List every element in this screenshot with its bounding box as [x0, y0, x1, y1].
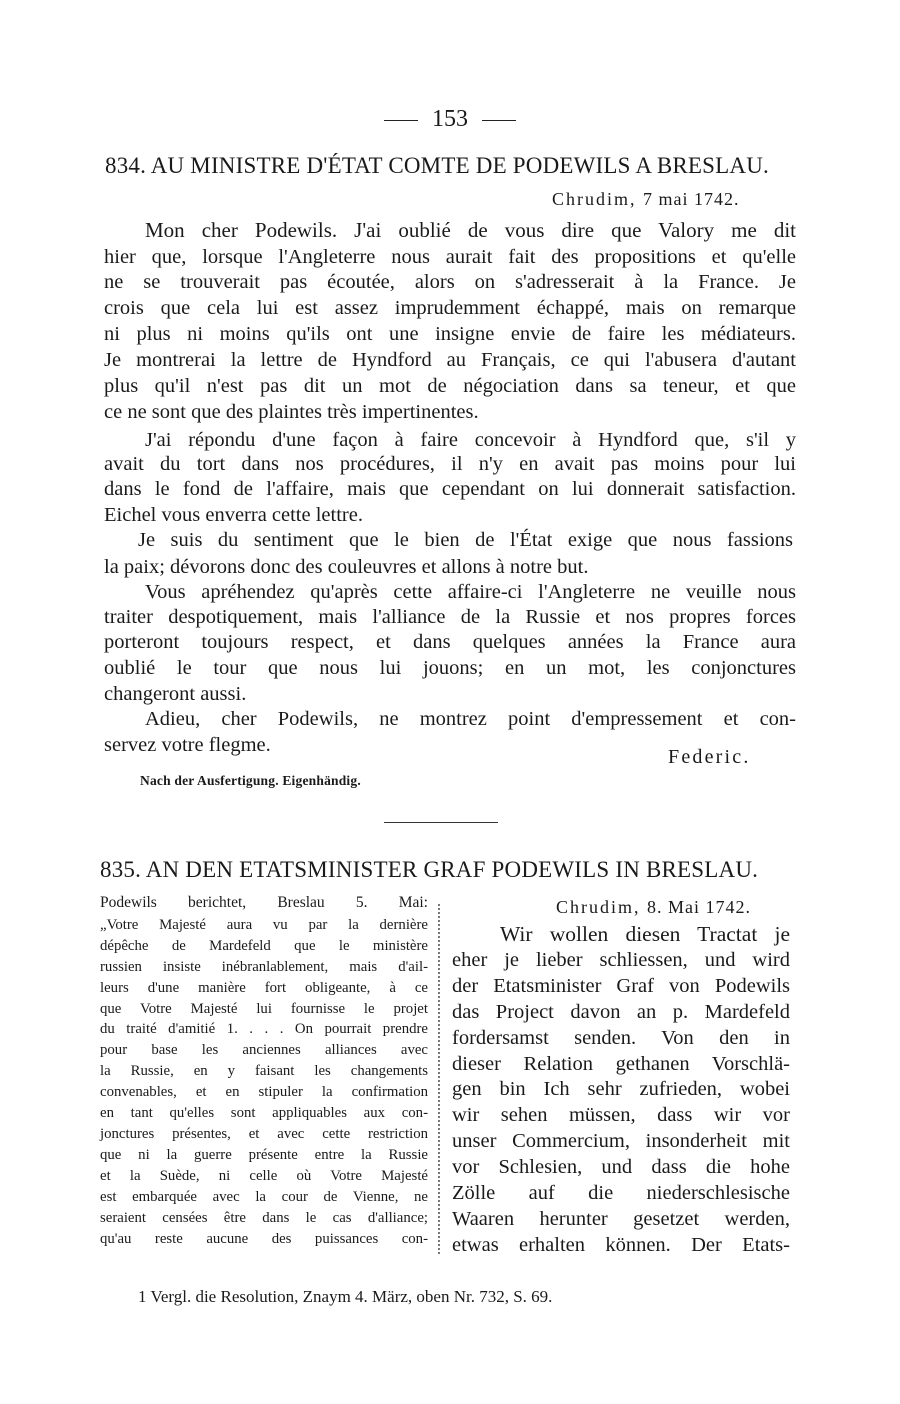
letter-834-date: 7 mai 1742.: [643, 189, 740, 209]
section-divider: [384, 822, 498, 823]
report-line: est embarquée avec la cour de Vienne, ne: [100, 1188, 428, 1205]
report-line: que Votre Majesté lui fournisse le projet: [100, 1000, 428, 1017]
reply-line: wir sehen müssen, dass wir vor: [452, 1104, 790, 1127]
letter-834-line: Eichel vous enverra cette lettre.: [104, 504, 363, 526]
letter-834-line: crois que cela lui est assez imprudemment échappé, mais on remarque: [104, 297, 796, 319]
report-line: convenables, et en stipuler la confirmation: [100, 1084, 428, 1101]
report-line: pour base les anciennes alliances avec: [100, 1042, 428, 1059]
letter-835-report-column: [100, 893, 428, 1249]
letter-834-dateline: [552, 189, 740, 210]
report-line: la Russie, en y faisant les changements: [100, 1063, 428, 1080]
letter-834-place: Chrudim,: [552, 189, 637, 209]
report-line: et la Suède, ni celle où Votre Majesté: [100, 1167, 428, 1184]
letter-834-line: Je suis du sentiment que le bien de l'État exige que nous fassions: [138, 529, 793, 551]
reply-line: Zölle auf die niederschlesische: [452, 1182, 790, 1205]
letter-834-source-note: Nach der Ausfertigung. Eigenhändig.: [140, 773, 361, 788]
reply-line: fordersamst senden. Von den in: [452, 1026, 790, 1049]
letter-834-line: J'ai répondu d'une façon à faire concevoir à Hyndford que, s'il y: [145, 429, 796, 451]
letter-834-line: ni plus ni moins qu'ils ont une insigne envie de faire les médiateurs.: [104, 323, 796, 345]
letter-834-line: dans le fond de l'affaire, mais que cependant on lui donnerait satisfaction.: [104, 478, 796, 500]
reply-line: Waaren herunter gesetzet werden,: [452, 1207, 790, 1230]
letter-834-line: Vous apréhendez qu'après cette affaire-ci l'Angleterre ne veuille nous: [145, 581, 796, 603]
page-number-dash-right: [482, 120, 516, 121]
reply-line: unser Commercium, insonderheit mit: [452, 1130, 790, 1153]
reply-line: vor Schlesien, und dass die hohe: [452, 1156, 790, 1179]
report-line: que ni la guerre présente entre la Russie: [100, 1146, 428, 1163]
reply-line: eher je lieber schliessen, und wird: [452, 948, 790, 971]
letter-834-line: Adieu, cher Podewils, ne montrez point d'empressement et con-: [145, 708, 796, 730]
reply-line: dieser Relation gethanen Vorschlä-: [452, 1052, 790, 1075]
report-line: russien insiste inébranlablement, mais d'ail-: [100, 958, 428, 975]
letter-834-line: plus qu'il n'est pas dit un mot de négociation dans sa teneur, et que: [104, 375, 796, 397]
letter-835-heading: 835. AN DEN ETATSMINISTER GRAF PODEWILS IN BRESLAU.: [100, 857, 759, 882]
letter-834-line: traiter despotiquement, mais l'alliance de la Russie et nos propres forces: [104, 606, 796, 628]
report-line: „Votre Majesté aura vu par la dernière: [100, 916, 428, 933]
letter-834-line: changeront aussi.: [104, 683, 247, 705]
footnote: 1 Vergl. die Resolution, Znaym 4. März, oben Nr. 732, S. 69.: [138, 1287, 553, 1306]
report-line: leurs d'une manière fort obligeante, à ce: [100, 979, 428, 996]
letter-834-line: hier que, lorsque l'Angleterre nous aurait fait des propositions et qu'elle: [104, 246, 796, 268]
reply-line: gen bin Ich sehr zufrieden, wobei: [452, 1078, 790, 1101]
reply-line: Wir wollen diesen Tractat je: [500, 922, 790, 946]
letter-834-line: la paix; dévorons donc des couleuvres et allons à notre but.: [104, 556, 589, 578]
letter-835-reply-column: [452, 922, 790, 1259]
page-number-row: [360, 106, 540, 133]
report-line: en tant qu'elles sont appliquables aux con-: [100, 1105, 428, 1122]
letter-834-line: avait du tort dans nos procédures, il n'y en avait pas moins pour lui: [104, 453, 796, 475]
report-line: Podewils berichtet, Breslau 5. Mai:: [100, 894, 428, 911]
letter-834-signature: Federic.: [668, 746, 751, 768]
letter-834-line: Je montrerai la lettre de Hyndford au Français, ce qui l'abusera d'autant: [104, 349, 796, 371]
report-line: dépêche de Mardefeld que le ministère: [100, 937, 428, 954]
report-line: seraient censées être dans le cas d'alliance;: [100, 1209, 428, 1226]
reply-line: das Project davon an p. Mardefeld: [452, 1000, 790, 1023]
letter-835-dateline: [556, 897, 751, 918]
letter-835-place: Chrudim,: [556, 897, 641, 917]
page-number-dash-left: [384, 120, 418, 121]
letter-834-line: ce ne sont que des plaintes très impertinentes.: [104, 401, 479, 423]
letter-834-line: porteront toujours respect, et dans quelques années la France aura: [104, 631, 796, 653]
page-number: 153: [432, 106, 468, 132]
letter-834-heading: 834. AU MINISTRE D'ÉTAT COMTE DE PODEWILS A BRESLAU.: [105, 153, 769, 178]
report-line: jonctures présentes, et avec cette restriction: [100, 1125, 428, 1142]
reply-line: der Etatsminister Graf von Podewils: [452, 974, 790, 997]
reply-line: etwas erhalten können. Der Etats-: [452, 1233, 790, 1256]
column-divider: [438, 904, 440, 1254]
report-line: du traité d'amitié 1. . . . On pourrait prendre: [100, 1021, 428, 1038]
letter-834-line: ne se trouverait pas écoutée, alors on s'adresserait à la France. Je: [104, 271, 796, 293]
letter-834-line: servez votre flegme.: [104, 734, 271, 756]
letter-834-line: oublié le tour que nous lui jouons; en un mot, les conjonctures: [104, 657, 796, 679]
report-line: qu'au reste aucune des puissances con-: [100, 1230, 428, 1247]
letter-835-date: 8. Mai 1742.: [647, 897, 752, 917]
letter-834-line: Mon cher Podewils. J'ai oublié de vous dire que Valory me dit: [145, 218, 796, 242]
